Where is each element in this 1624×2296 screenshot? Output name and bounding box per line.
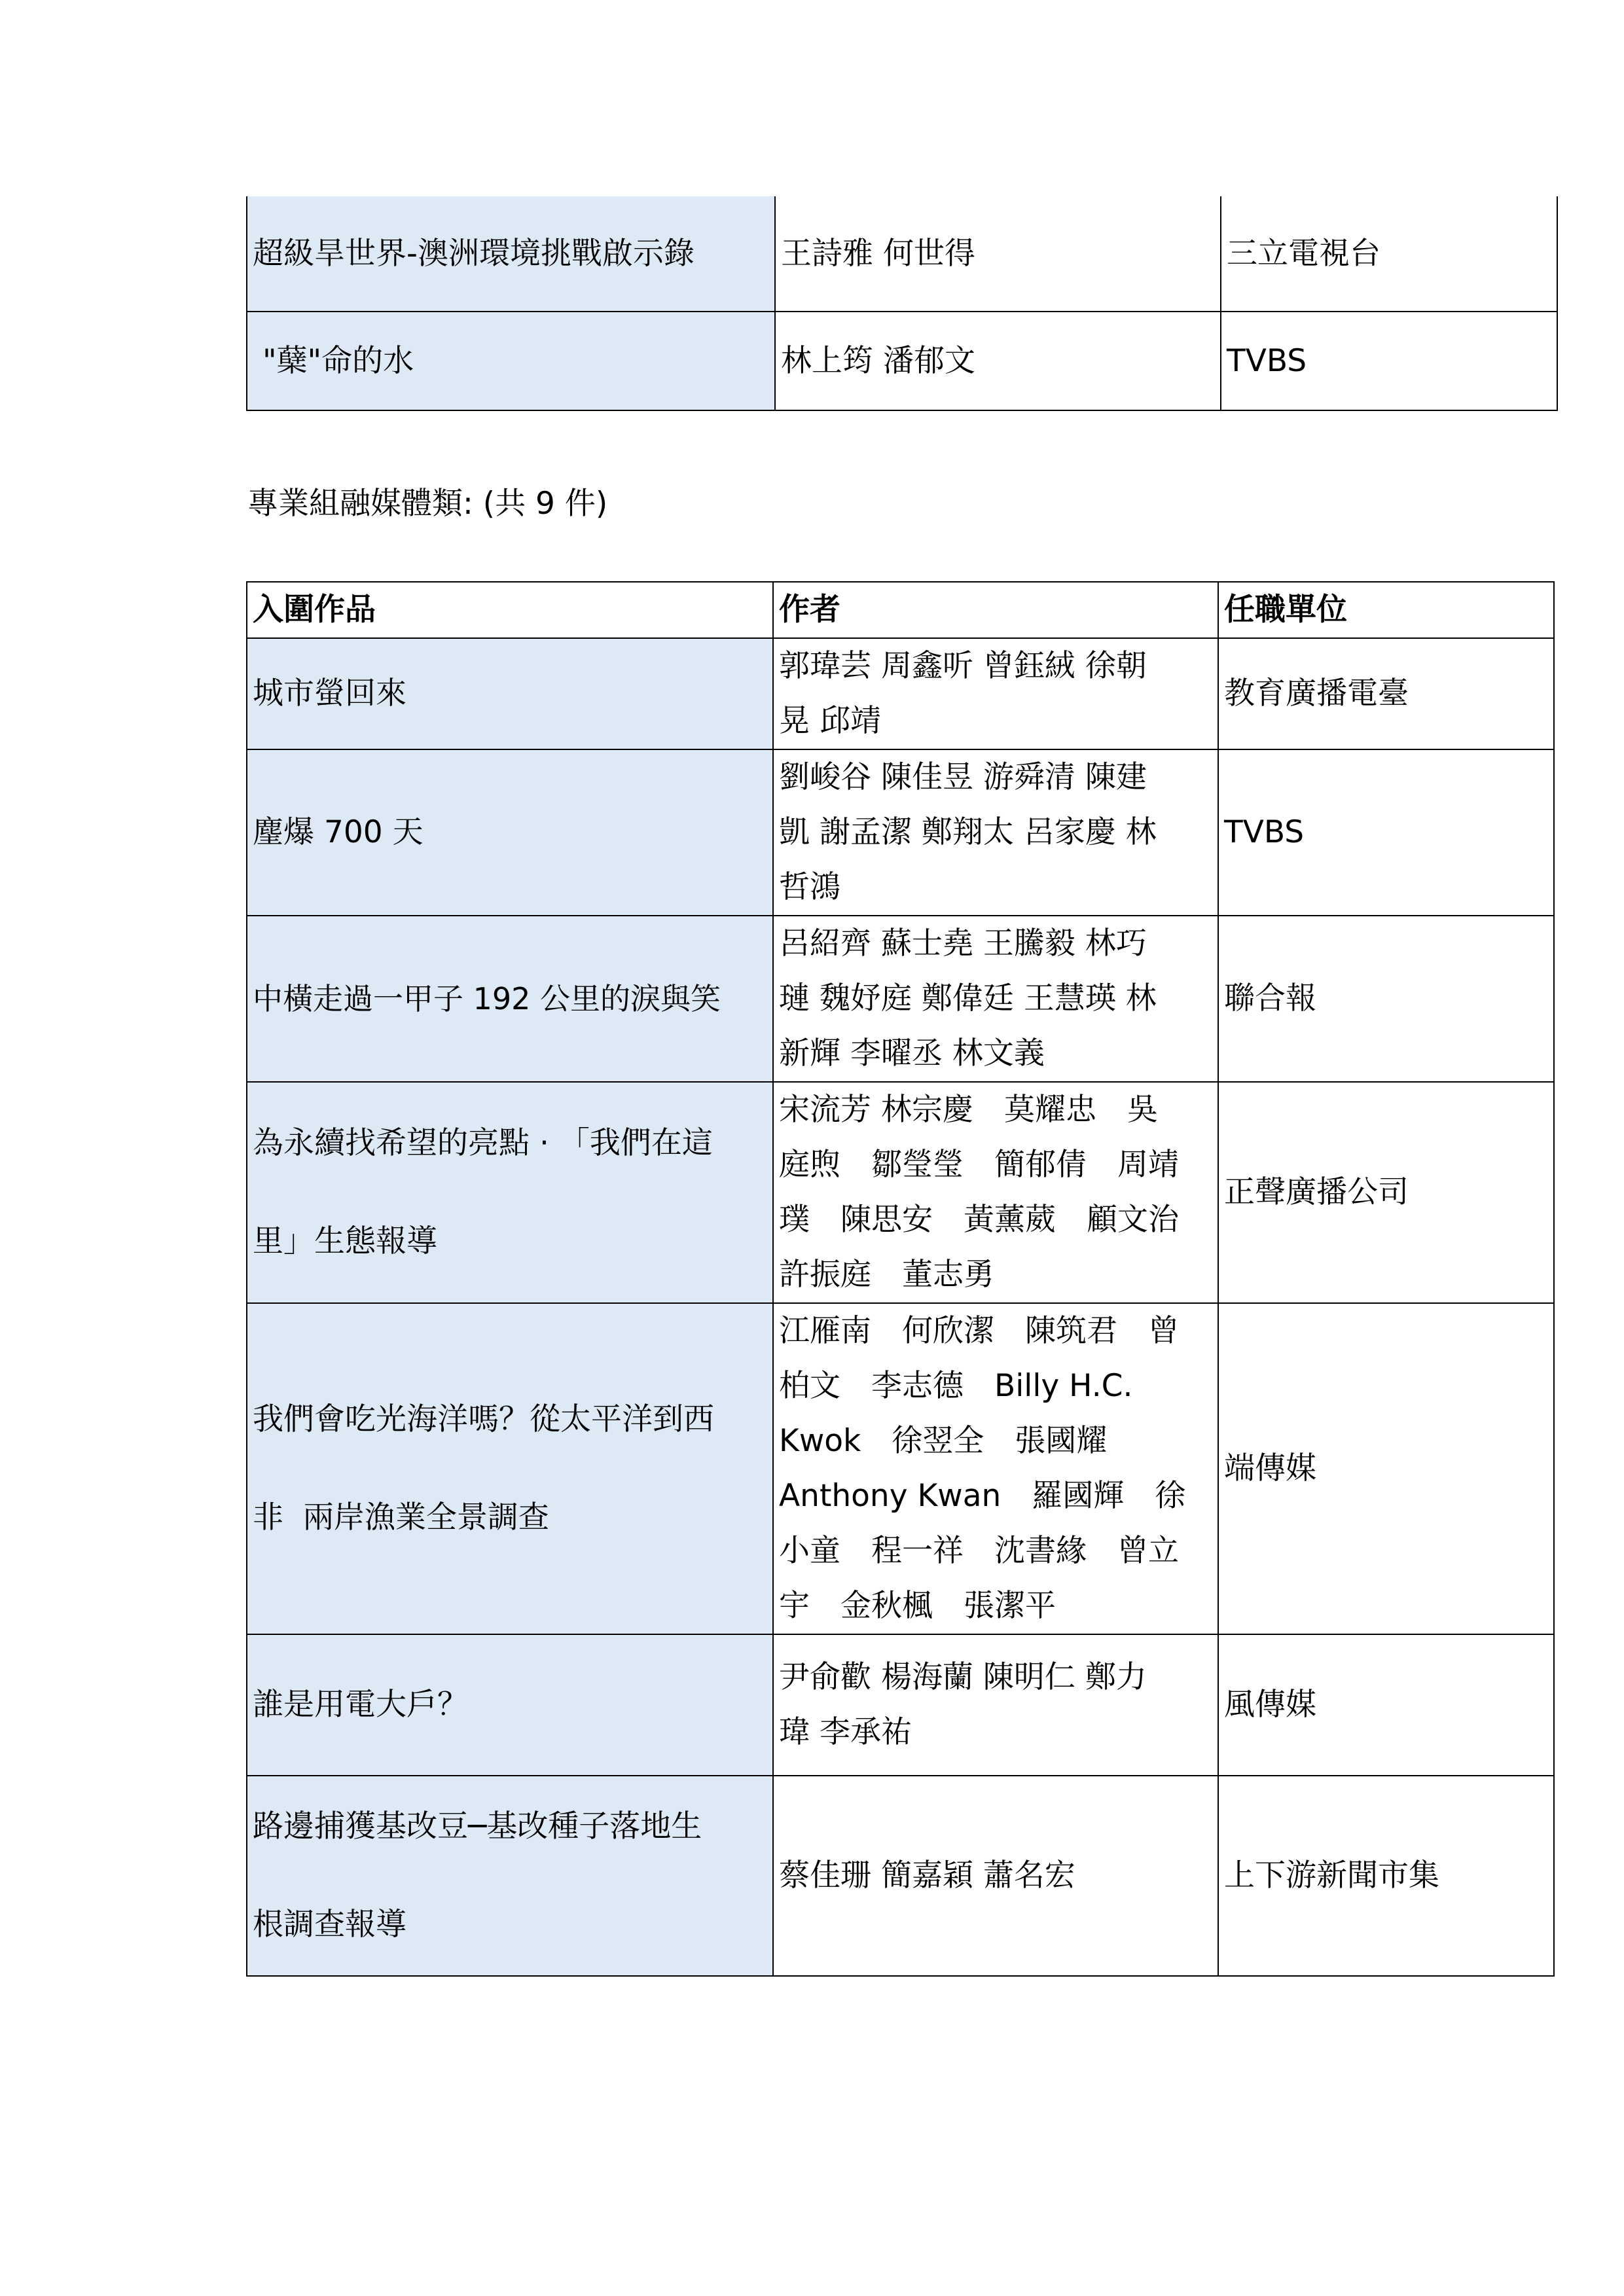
author-line: Anthony Kwan 羅國輝 徐 xyxy=(779,1478,1186,1514)
authors-cell xyxy=(773,1303,1218,1634)
work-line: 誰是用電大戶？ xyxy=(253,1687,468,1723)
authors-cell xyxy=(773,1776,1218,1976)
work-line: 我們會吃光海洋嗎？從太平洋到西 xyxy=(253,1401,714,1437)
author-line: 新輝 李曜丞 林文義 xyxy=(779,1035,1045,1071)
table-row xyxy=(247,312,1557,410)
work-cell xyxy=(247,916,773,1082)
table-row xyxy=(247,916,1554,1082)
unit-cell: 正聲廣播公司 xyxy=(1218,1082,1554,1303)
work-line: 里」生態報導 xyxy=(253,1223,437,1259)
work-line: 為永續找希望的亮點 · 「我們在這 xyxy=(253,1125,713,1161)
unit-cell: TVBS xyxy=(1221,312,1557,410)
work-cell: 超級旱世界-澳洲環境挑戰啟示錄 xyxy=(247,196,775,312)
work-cell xyxy=(247,1303,773,1634)
top-table xyxy=(246,196,1558,411)
author-line: 宇 金秋楓 張潔平 xyxy=(779,1588,1056,1624)
unit-cell: 上下游新聞市集 xyxy=(1218,1776,1554,1976)
work-line: 麈爆 700 天 xyxy=(253,814,424,850)
work-line: 城市螢回來 xyxy=(253,675,406,711)
nominee-table xyxy=(246,581,1555,1977)
unit-cell: 風傳媒 xyxy=(1218,1634,1554,1776)
authors-cell xyxy=(773,1634,1218,1776)
authors-cell: 王詩雅 何世得 xyxy=(775,196,1221,312)
author-line: 郭瑋芸 周鑫听 曾鈺絨 徐朝 xyxy=(779,648,1147,684)
table-row xyxy=(247,1634,1554,1776)
table-row xyxy=(247,196,1557,312)
authors-cell xyxy=(773,916,1218,1082)
author-line: 璞 陳思安 黃薰葳 顧文治 xyxy=(779,1202,1179,1238)
authors-cell xyxy=(773,749,1218,916)
header-work: 入圍作品 xyxy=(247,582,773,638)
work-cell: "蘖"命的水 xyxy=(247,312,775,410)
author-line: 庭煦 鄒瑩瑩 簡郁倩 周靖 xyxy=(779,1147,1179,1183)
author-line: 宋流芳 林宗慶 莫耀忠 吳 xyxy=(779,1092,1158,1128)
work-cell xyxy=(247,1082,773,1303)
work-line: 非 兩岸漁業全景調查 xyxy=(253,1499,549,1535)
work-cell xyxy=(247,1776,773,1976)
author-line: 凱 謝孟潔 鄭翔太 呂家慶 林 xyxy=(779,814,1157,850)
author-line: 江雁南 何欣潔 陳筑君 曾 xyxy=(779,1313,1179,1349)
unit-cell: 端傳媒 xyxy=(1218,1303,1554,1634)
unit-cell: 三立電視台 xyxy=(1221,196,1557,312)
authors-cell: 林上筠 潘郁文 xyxy=(775,312,1221,410)
work-line: 路邊捕獲基改豆─基改種子落地生 xyxy=(253,1808,702,1844)
table-header-row xyxy=(247,582,1554,638)
work-cell xyxy=(247,1634,773,1776)
table-row xyxy=(247,1776,1554,1976)
authors-cell xyxy=(773,1082,1218,1303)
unit-cell: 教育廣播電臺 xyxy=(1218,638,1554,749)
work-line: 中橫走過一甲子 192 公里的淚與笑 xyxy=(253,981,721,1016)
author-line: 呂紹齊 蘇士堯 王騰毅 林巧 xyxy=(779,925,1147,961)
table-row xyxy=(247,1082,1554,1303)
unit-cell: TVBS xyxy=(1218,749,1554,916)
author-line: 柏文 李志德 Billy H.C. xyxy=(779,1368,1133,1404)
author-line: 晃 邱靖 xyxy=(779,703,881,739)
work-cell xyxy=(247,749,773,916)
work-line: 根調查報導 xyxy=(253,1907,406,1943)
header-unit: 任職單位 xyxy=(1218,582,1554,638)
author-line: 尹俞歡 楊海蘭 陳明仁 鄭力 xyxy=(779,1659,1147,1695)
work-cell xyxy=(247,638,773,749)
author-line: 蔡佳珊 簡嘉穎 蕭名宏 xyxy=(779,1857,1075,1893)
author-line: Kwok 徐翌全 張國耀 xyxy=(779,1423,1108,1459)
table-row xyxy=(247,749,1554,916)
author-line: 哲鴻 xyxy=(779,869,840,905)
author-line: 璉 魏妤庭 鄭偉廷 王慧瑛 林 xyxy=(779,980,1157,1016)
unit-cell: 聯合報 xyxy=(1218,916,1554,1082)
table-row xyxy=(247,1303,1554,1634)
author-line: 瑋 李承祐 xyxy=(779,1714,912,1750)
header-authors: 作者 xyxy=(773,582,1218,638)
section-heading: 專業組融媒體類: (共 9 件) xyxy=(247,486,608,522)
table-row xyxy=(247,638,1554,749)
authors-cell xyxy=(773,638,1218,749)
author-line: 許振庭 董志勇 xyxy=(779,1257,994,1293)
author-line: 小童 程一祥 沈書緣 曾立 xyxy=(779,1533,1179,1569)
author-line: 劉峻谷 陳佳昱 游舜清 陳建 xyxy=(779,759,1147,795)
